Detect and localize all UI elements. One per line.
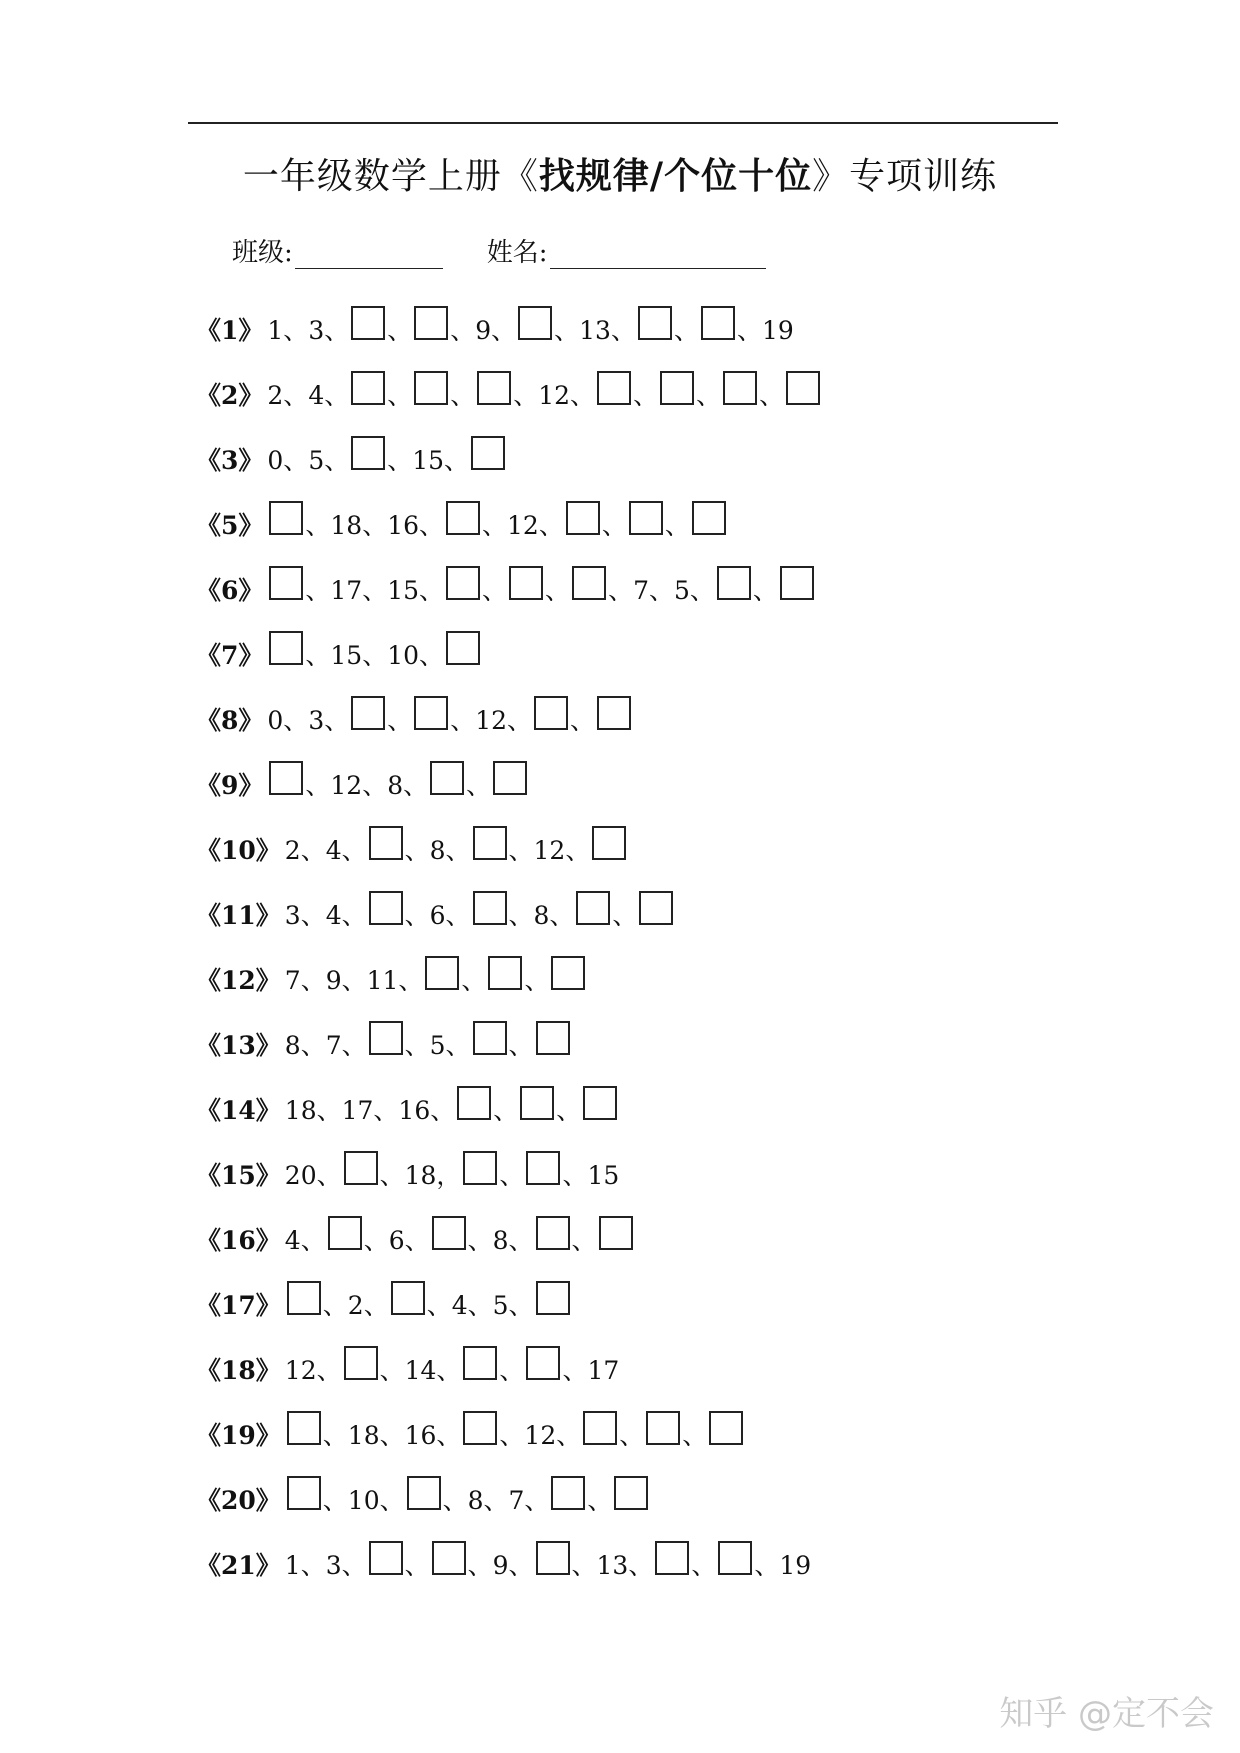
problem-number: 《3》 — [196, 445, 264, 475]
problem-number: 《20》 — [196, 1485, 281, 1515]
answer-box[interactable] — [287, 1281, 321, 1315]
answer-box[interactable] — [471, 436, 505, 470]
sequence-text: 8、 — [284, 1030, 326, 1060]
sequence-text: 、19 — [736, 315, 794, 345]
sequence-text: 20、 — [284, 1160, 342, 1190]
title-prefix: 一年级数学上册《 — [242, 156, 539, 197]
sequence-text: 3、 — [308, 315, 350, 345]
answer-box[interactable] — [414, 371, 448, 405]
sequence-text: 16、 — [398, 1095, 456, 1125]
answer-box[interactable] — [551, 956, 585, 990]
top-rule — [188, 122, 1058, 124]
answer-box[interactable] — [269, 501, 303, 535]
answer-box[interactable] — [646, 1411, 680, 1445]
answer-box[interactable] — [425, 956, 459, 990]
answer-box[interactable] — [351, 436, 385, 470]
sequence-text: 17、 — [341, 1095, 399, 1125]
sequence-text: 、8、 — [508, 900, 575, 930]
answer-box[interactable] — [269, 761, 303, 795]
sequence-text: 、13、 — [554, 315, 636, 345]
answer-box[interactable] — [576, 891, 610, 925]
answer-box[interactable] — [477, 371, 511, 405]
problem-number: 《9》 — [196, 770, 264, 800]
answer-box[interactable] — [287, 1411, 321, 1445]
answer-box[interactable] — [463, 1346, 497, 1380]
problem-number: 《1》 — [196, 315, 264, 345]
sequence-text: 、 — [691, 1550, 717, 1580]
answer-box[interactable] — [488, 956, 522, 990]
problem-row — [196, 1011, 822, 1076]
sequence-text: 、4、5、 — [426, 1290, 534, 1320]
answer-box[interactable] — [369, 1021, 403, 1055]
problem-number: 《8》 — [196, 705, 264, 735]
answer-box[interactable] — [269, 631, 303, 665]
sequence-text: 、12、 — [508, 835, 591, 865]
answer-box[interactable] — [509, 566, 543, 600]
sequence-text: 、15、 — [387, 445, 470, 475]
problem-row — [196, 1401, 822, 1466]
sequence-text: 1、 — [267, 315, 309, 345]
sequence-text: 3、 — [308, 705, 350, 735]
problem-number: 《17》 — [196, 1290, 281, 1320]
answer-box[interactable] — [526, 1346, 560, 1380]
answer-box[interactable] — [709, 1411, 743, 1445]
answer-box[interactable] — [701, 306, 735, 340]
sequence-text: 、8、 — [467, 1225, 534, 1255]
answer-box[interactable] — [446, 501, 480, 535]
sequence-text: 、 — [387, 705, 413, 735]
answer-box[interactable] — [473, 891, 507, 925]
answer-box[interactable] — [723, 371, 757, 405]
sequence-text: 、12、 — [513, 380, 596, 410]
problem-row — [196, 361, 822, 426]
problem-number: 《18》 — [196, 1355, 281, 1385]
sequence-text: 、 — [571, 1225, 597, 1255]
sequence-text: 、 — [759, 380, 785, 410]
answer-box[interactable] — [369, 1541, 403, 1575]
answer-box[interactable] — [414, 306, 448, 340]
sequence-text: 、 — [556, 1095, 582, 1125]
problem-row — [196, 946, 822, 1011]
answer-box[interactable] — [391, 1281, 425, 1315]
answer-box[interactable] — [287, 1476, 321, 1510]
sequence-text: 5、 — [308, 445, 350, 475]
problem-number: 《10》 — [196, 835, 281, 865]
name-field — [487, 232, 766, 269]
answer-box[interactable] — [536, 1281, 570, 1315]
problem-row — [196, 426, 822, 491]
sequence-text: 、 — [587, 1485, 613, 1515]
problem-number: 《5》 — [196, 510, 264, 540]
problem-number: 《14》 — [196, 1095, 281, 1125]
answer-box[interactable] — [344, 1151, 378, 1185]
sequence-text: 3、 — [284, 900, 326, 930]
sequence-text: 12、 — [284, 1355, 342, 1385]
answer-box[interactable] — [493, 761, 527, 795]
sequence-text: 、18， — [379, 1160, 462, 1190]
sequence-text: 、 — [545, 575, 571, 605]
answer-box[interactable] — [655, 1541, 689, 1575]
sequence-text: 、12、 — [482, 510, 564, 540]
problem-number: 《2》 — [196, 380, 264, 410]
answer-box[interactable] — [518, 306, 552, 340]
problem-row — [196, 556, 822, 621]
sequence-text: 、 — [673, 315, 699, 345]
sequence-text: 、17、15、 — [305, 575, 445, 605]
answer-box[interactable] — [583, 1086, 617, 1120]
answer-box[interactable] — [457, 1086, 491, 1120]
sequence-text: 、 — [601, 510, 627, 540]
sequence-text: 、18、16、 — [322, 1420, 462, 1450]
answer-box[interactable] — [597, 696, 631, 730]
answer-box[interactable] — [446, 631, 480, 665]
answer-box[interactable] — [351, 696, 385, 730]
name-blank[interactable] — [550, 240, 766, 269]
answer-box[interactable] — [599, 1216, 633, 1250]
problem-row — [196, 881, 822, 946]
problem-row — [196, 1141, 822, 1206]
problem-number: 《11》 — [196, 900, 281, 930]
answer-box[interactable] — [351, 371, 385, 405]
answer-box[interactable] — [536, 1216, 570, 1250]
problem-number: 《6》 — [196, 575, 264, 605]
answer-box[interactable] — [526, 1151, 560, 1185]
sequence-text: 、 — [508, 1030, 534, 1060]
answer-box[interactable] — [534, 696, 568, 730]
problem-row — [196, 1531, 822, 1596]
sequence-text: 0、 — [267, 445, 309, 475]
sequence-text: 、18、16、 — [305, 510, 445, 540]
title-topic: 找规律/个位十位 — [538, 155, 813, 197]
sequence-text: 、 — [664, 510, 690, 540]
sequence-text: 、 — [619, 1420, 645, 1450]
answer-box[interactable] — [572, 566, 606, 600]
answer-box[interactable] — [432, 1216, 466, 1250]
sequence-text: 、 — [612, 900, 638, 930]
sequence-text: 、 — [570, 705, 596, 735]
problem-list — [196, 296, 822, 1596]
sequence-text: 4、 — [325, 900, 367, 930]
sequence-text: 、10、 — [322, 1485, 405, 1515]
answer-box[interactable] — [446, 566, 480, 600]
sequence-text: 、5、 — [404, 1030, 471, 1060]
answer-box[interactable] — [718, 1541, 752, 1575]
answer-box[interactable] — [430, 761, 464, 795]
sequence-text: 、9、 — [467, 1550, 534, 1580]
answer-box[interactable] — [463, 1151, 497, 1185]
sequence-text: 、7、5、 — [608, 575, 715, 605]
sequence-text: 、 — [387, 380, 413, 410]
sequence-text: 18、 — [284, 1095, 342, 1125]
sequence-text: 、 — [461, 965, 487, 995]
answer-box[interactable] — [328, 1216, 362, 1250]
sequence-text: 、 — [499, 1160, 525, 1190]
answer-box[interactable] — [629, 501, 663, 535]
problem-number: 《15》 — [196, 1160, 281, 1190]
answer-box[interactable] — [369, 826, 403, 860]
class-blank[interactable] — [295, 240, 443, 269]
sequence-text: 、 — [387, 315, 413, 345]
answer-box[interactable] — [432, 1541, 466, 1575]
answer-box[interactable] — [473, 826, 507, 860]
problem-row — [196, 491, 822, 556]
answer-box[interactable] — [369, 891, 403, 925]
sequence-text: 、 — [524, 965, 550, 995]
answer-box[interactable] — [414, 696, 448, 730]
sequence-text: 7、 — [325, 1030, 367, 1060]
problem-number: 《16》 — [196, 1225, 281, 1255]
sequence-text: 0、 — [267, 705, 309, 735]
sequence-text: 、6、 — [363, 1225, 430, 1255]
answer-box[interactable] — [592, 826, 626, 860]
sequence-text: 、14、 — [379, 1355, 462, 1385]
problem-row — [196, 296, 822, 361]
sequence-text: 、6、 — [404, 900, 471, 930]
sequence-text: 、 — [493, 1095, 519, 1125]
sequence-text: 、8、7、 — [442, 1485, 550, 1515]
page-title — [0, 148, 1240, 199]
problem-number: 《21》 — [196, 1550, 281, 1580]
student-info — [232, 232, 766, 269]
sequence-text: 1、 — [284, 1550, 326, 1580]
answer-box[interactable] — [786, 371, 820, 405]
sequence-text: 、17 — [562, 1355, 620, 1385]
sequence-text: 9、 — [325, 965, 367, 995]
answer-box[interactable] — [717, 566, 751, 600]
answer-box[interactable] — [551, 1476, 585, 1510]
sequence-text: 、12、 — [450, 705, 533, 735]
problem-row — [196, 816, 822, 881]
problem-row — [196, 1336, 822, 1401]
sequence-text: 11、 — [366, 965, 424, 995]
answer-box[interactable] — [638, 306, 672, 340]
problem-row — [196, 751, 822, 816]
sequence-text: 、 — [499, 1355, 525, 1385]
sequence-text: 、 — [482, 575, 508, 605]
sequence-text: 、 — [682, 1420, 708, 1450]
problem-number: 《7》 — [196, 640, 264, 670]
answer-box[interactable] — [536, 1021, 570, 1055]
answer-box[interactable] — [780, 566, 814, 600]
answer-box[interactable] — [639, 891, 673, 925]
sequence-text: 、13、 — [571, 1550, 654, 1580]
problem-number: 《19》 — [196, 1420, 281, 1450]
problem-row — [196, 1076, 822, 1141]
answer-box[interactable] — [614, 1476, 648, 1510]
problem-row — [196, 621, 822, 686]
answer-box[interactable] — [566, 501, 600, 535]
sequence-text: 2、 — [284, 835, 326, 865]
sequence-text: 、 — [752, 575, 778, 605]
sequence-text: 、 — [466, 770, 492, 800]
answer-box[interactable] — [351, 306, 385, 340]
problem-number: 《12》 — [196, 965, 281, 995]
answer-box[interactable] — [692, 501, 726, 535]
problem-row — [196, 686, 822, 751]
name-label: 姓名: — [486, 238, 548, 268]
sequence-text: 2、 — [267, 380, 309, 410]
title-suffix: 》专项训练 — [812, 156, 998, 197]
sequence-text: 、 — [696, 380, 722, 410]
sequence-text: 、19 — [754, 1550, 812, 1580]
sequence-text: 、 — [633, 380, 659, 410]
sequence-text: 、2、 — [322, 1290, 389, 1320]
answer-box[interactable] — [597, 371, 631, 405]
answer-box[interactable] — [583, 1411, 617, 1445]
answer-box[interactable] — [407, 1476, 441, 1510]
problem-row — [196, 1466, 822, 1531]
watermark: 知乎 @定不会 — [999, 1694, 1214, 1734]
answer-box[interactable] — [660, 371, 694, 405]
sequence-text: 、 — [404, 1550, 430, 1580]
sequence-text: 、12、8、 — [305, 770, 429, 800]
sequence-text: 4、 — [325, 835, 367, 865]
problem-number: 《13》 — [196, 1030, 281, 1060]
answer-box[interactable] — [520, 1086, 554, 1120]
sequence-text: 、15、10、 — [305, 640, 445, 670]
answer-box[interactable] — [473, 1021, 507, 1055]
sequence-text: 、 — [450, 380, 476, 410]
answer-box[interactable] — [344, 1346, 378, 1380]
sequence-text: 7、 — [284, 965, 326, 995]
sequence-text: 4、 — [308, 380, 350, 410]
sequence-text: 、12、 — [499, 1420, 582, 1450]
sequence-text: 、8、 — [404, 835, 471, 865]
answer-box[interactable] — [269, 566, 303, 600]
problem-row — [196, 1206, 822, 1271]
answer-box[interactable] — [463, 1411, 497, 1445]
sequence-text: 3、 — [325, 1550, 367, 1580]
sequence-text: 、15 — [562, 1160, 620, 1190]
sequence-text: 、9、 — [450, 315, 517, 345]
class-field — [232, 232, 443, 269]
answer-box[interactable] — [536, 1541, 570, 1575]
sequence-text: 4、 — [284, 1225, 326, 1255]
problem-row — [196, 1271, 822, 1336]
class-label: 班级: — [232, 238, 293, 268]
